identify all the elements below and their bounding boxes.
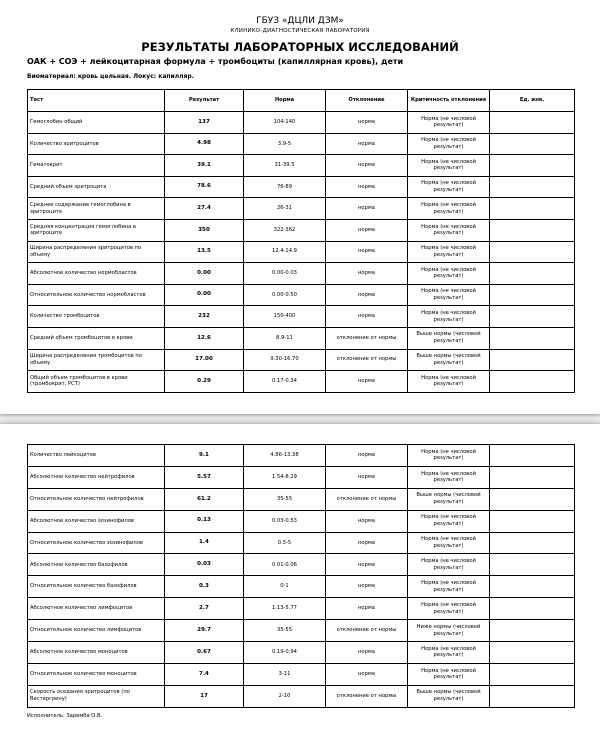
cell-unit [490,663,575,685]
cell-test-name: Общий объем тромбоцитов в крови (тромбокрит, PCT) [28,371,165,393]
cell-criticality: Норма (не числовой результат) [408,598,490,620]
cell-unit [490,445,575,467]
cell-test-name: Относительное количество моноцитов [28,663,165,685]
cell-unit [490,219,575,241]
cell-deviation: отклонение от нормы [326,488,408,510]
cell-norm: 0.19-0.94 [244,642,326,664]
cell-deviation: норма [326,466,408,488]
table-header-row [28,90,575,112]
column-header-result: Результат [165,90,244,112]
cell-result: 12.6 [165,327,244,349]
table-row [28,133,575,155]
organization-name: ГБУЗ «ДЦЛИ ДЗМ» [256,16,344,26]
cell-unit [490,133,575,155]
cell-criticality: Норма (не числовой результат) [408,663,490,685]
cell-criticality: Норма (не числовой результат) [408,219,490,241]
cell-deviation: норма [326,598,408,620]
cell-criticality: Норма (не числовой результат) [408,241,490,263]
cell-test-name: Среднее содержание гемоглобина в эритроците [28,198,165,220]
cell-criticality: Норма (не числовой результат) [408,176,490,198]
table-row [28,219,575,241]
cell-test-name: Абсолютное количество нейтрофилов [28,466,165,488]
cell-deviation: отклонение от нормы [326,327,408,349]
cell-result: 61.2 [165,488,244,510]
cell-norm: 31-39.5 [244,155,326,177]
cell-norm: 104-140 [244,112,326,134]
cell-criticality: Выше нормы (числовой результат) [408,488,490,510]
cell-result: 2.7 [165,598,244,620]
cell-result: 0.29 [165,371,244,393]
table-row [28,306,575,328]
cell-unit [490,685,575,707]
cell-unit [490,241,575,263]
cell-test-name: Абсолютное количество нормобластов [28,263,165,285]
column-header-unit: Ед. изм. [490,90,575,112]
table-row [28,284,575,306]
cell-result: 17 [165,685,244,707]
cell-unit [490,576,575,598]
cell-deviation: норма [326,445,408,467]
table-row [28,620,575,642]
cell-unit [490,598,575,620]
cell-test-name: Ширина распределения тромбоцитов по объему [28,349,165,371]
report-title: РЕЗУЛЬТАТЫ ЛАБОРАТОРНЫХ ИССЛЕДОВАНИЙ [141,40,459,54]
cell-unit [490,155,575,177]
cell-criticality: Норма (не числовой результат) [408,510,490,532]
cell-criticality: Выше нормы (числовой результат) [408,349,490,371]
cell-result: 13.5 [165,241,244,263]
cell-test-name: Относительное количество лимфоцитов [28,620,165,642]
results-table-page-2 [27,444,575,708]
cell-deviation: норма [326,576,408,598]
executor-signature: Исполнитель: Заремба О.В. [27,713,103,719]
table-row [28,532,575,554]
cell-test-name: Средний объем тромбоцитов в крови [28,327,165,349]
cell-deviation: норма [326,306,408,328]
cell-result: 0.3 [165,576,244,598]
cell-norm: 0.5-5 [244,532,326,554]
cell-unit [490,176,575,198]
cell-criticality: Норма (не числовой результат) [408,306,490,328]
cell-criticality: Норма (не числовой результат) [408,284,490,306]
cell-norm: 26-31 [244,198,326,220]
cell-test-name: Абсолютное количество базофилов [28,554,165,576]
cell-result: 7.4 [165,663,244,685]
cell-result: 0.00 [165,284,244,306]
cell-norm: 35-55 [244,620,326,642]
column-header-deviation: Отклонение [326,90,408,112]
cell-deviation: норма [326,263,408,285]
cell-result: 0.67 [165,642,244,664]
table-row [28,445,575,467]
cell-norm: 76-89 [244,176,326,198]
cell-result: 9.1 [165,445,244,467]
cell-criticality: Норма (не числовой результат) [408,466,490,488]
cell-criticality: Норма (не числовой результат) [408,445,490,467]
cell-deviation: отклонение от нормы [326,620,408,642]
cell-result: 1.4 [165,532,244,554]
cell-norm: 3-11 [244,663,326,685]
cell-deviation: отклонение от нормы [326,685,408,707]
table-row [28,685,575,707]
cell-deviation: норма [326,532,408,554]
table-row [28,263,575,285]
table-row [28,371,575,393]
cell-unit [490,466,575,488]
cell-criticality: Норма (не числовой результат) [408,155,490,177]
cell-result: 78.6 [165,176,244,198]
cell-test-name: Количество лейкоцитов [28,445,165,467]
cell-criticality: Норма (не числовой результат) [408,554,490,576]
table-row [28,155,575,177]
cell-criticality: Норма (не числовой результат) [408,263,490,285]
table-row [28,112,575,134]
cell-criticality: Выше нормы (числовой результат) [408,327,490,349]
cell-result: 232 [165,306,244,328]
column-header-norm: Норма [244,90,326,112]
cell-result: 39.1 [165,155,244,177]
cell-unit [490,306,575,328]
cell-norm: 0.17-0.34 [244,371,326,393]
cell-norm: 0-1 [244,576,326,598]
table-row [28,488,575,510]
cell-norm: 0.00-0.03 [244,263,326,285]
cell-criticality: Норма (не числовой результат) [408,576,490,598]
table-row [28,576,575,598]
cell-norm: 0.01-0.06 [244,554,326,576]
cell-test-name: Гематокрит [28,155,165,177]
cell-deviation: норма [326,219,408,241]
cell-result: 29.7 [165,620,244,642]
cell-deviation: норма [326,133,408,155]
cell-unit [490,263,575,285]
cell-deviation: отклонение от нормы [326,349,408,371]
cell-test-name: Относительное количество базофилов [28,576,165,598]
table-row [28,176,575,198]
cell-deviation: норма [326,284,408,306]
cell-result: 137 [165,112,244,134]
cell-result: 5.57 [165,466,244,488]
cell-unit [490,112,575,134]
cell-test-name: Относительное количество эозинофилов [28,532,165,554]
cell-deviation: норма [326,112,408,134]
cell-unit [490,554,575,576]
cell-unit [490,327,575,349]
cell-unit [490,510,575,532]
table-row [28,349,575,371]
cell-criticality: Ниже нормы (числовой результат) [408,620,490,642]
table-row [28,510,575,532]
cell-criticality: Норма (не числовой результат) [408,198,490,220]
cell-result: 27.4 [165,198,244,220]
cell-norm: 3.9-5 [244,133,326,155]
cell-result: 350 [165,219,244,241]
cell-norm: 2-10 [244,685,326,707]
cell-norm: 0.03-0.53 [244,510,326,532]
cell-deviation: норма [326,155,408,177]
cell-unit [490,620,575,642]
cell-result: 0.03 [165,554,244,576]
cell-deviation: норма [326,663,408,685]
cell-test-name: Относительное количество нейтрофилов [28,488,165,510]
cell-deviation: норма [326,554,408,576]
cell-norm: 1.54-8.29 [244,466,326,488]
report-page-2 [0,424,600,754]
cell-norm: 150-400 [244,306,326,328]
cell-test-name: Гемоглобин общий [28,112,165,134]
cell-norm: 12.4-14.9 [244,241,326,263]
results-table-page-1 [27,89,575,393]
cell-result: 0.00 [165,263,244,285]
cell-test-name: Количество тромбоцитов [28,306,165,328]
cell-criticality: Выше нормы (числовой результат) [408,685,490,707]
table-row [28,327,575,349]
cell-norm: 322-362 [244,219,326,241]
cell-deviation: норма [326,642,408,664]
table-row [28,598,575,620]
cell-unit [490,198,575,220]
cell-test-name: Средний объем эритроцита [28,176,165,198]
table-row [28,198,575,220]
table-row [28,554,575,576]
table-row [28,466,575,488]
table-row [28,663,575,685]
cell-unit [490,488,575,510]
cell-norm: 35-55 [244,488,326,510]
cell-unit [490,532,575,554]
cell-unit [490,371,575,393]
cell-norm: 1.13-5.77 [244,598,326,620]
cell-result: 0.13 [165,510,244,532]
cell-test-name: Скорость оседания эритроцитов (по Вестергрену) [28,685,165,707]
test-panel-name: ОАК + СОЭ + лейкоцитарная формула + тромбоциты (капиллярная кровь), дети [27,57,404,66]
table-row [28,241,575,263]
cell-norm: 9.30-16.70 [244,349,326,371]
cell-unit [490,349,575,371]
column-header-test: Тест [28,90,165,112]
cell-test-name: Относительное количество нормобластов [28,284,165,306]
cell-norm: 4.86-13.38 [244,445,326,467]
cell-result: 17.00 [165,349,244,371]
column-header-criticality: Критичность отклонения [408,90,490,112]
cell-test-name: Абсолютное количество лимфоцитов [28,598,165,620]
cell-test-name: Ширина распределения эритроцитов по объему [28,241,165,263]
cell-deviation: норма [326,176,408,198]
table-row [28,642,575,664]
cell-test-name: Количество эритроцитов [28,133,165,155]
laboratory-name: КЛИНИКО-ДИАГНОСТИЧЕСКАЯ ЛАБОРАТОРИЯ [230,28,370,34]
cell-norm: 0.00-0.50 [244,284,326,306]
cell-deviation: норма [326,241,408,263]
cell-unit [490,284,575,306]
cell-criticality: Норма (не числовой результат) [408,642,490,664]
cell-deviation: норма [326,371,408,393]
cell-test-name: Абсолютное количество моноцитов [28,642,165,664]
cell-criticality: Норма (не числовой результат) [408,371,490,393]
cell-test-name: Средняя концентрация гемоглобина в эритроците [28,219,165,241]
cell-deviation: норма [326,198,408,220]
cell-deviation: норма [326,510,408,532]
cell-norm: 8.9-11 [244,327,326,349]
cell-criticality: Норма (не числовой результат) [408,133,490,155]
cell-criticality: Норма (не числовой результат) [408,532,490,554]
cell-test-name: Абсолютное количество эозинофилов [28,510,165,532]
biomaterial-info: Биоматериал: кровь цельная. Локус: капилляр. [27,73,194,80]
cell-result: 4.98 [165,133,244,155]
cell-criticality: Норма (не числовой результат) [408,112,490,134]
cell-unit [490,642,575,664]
